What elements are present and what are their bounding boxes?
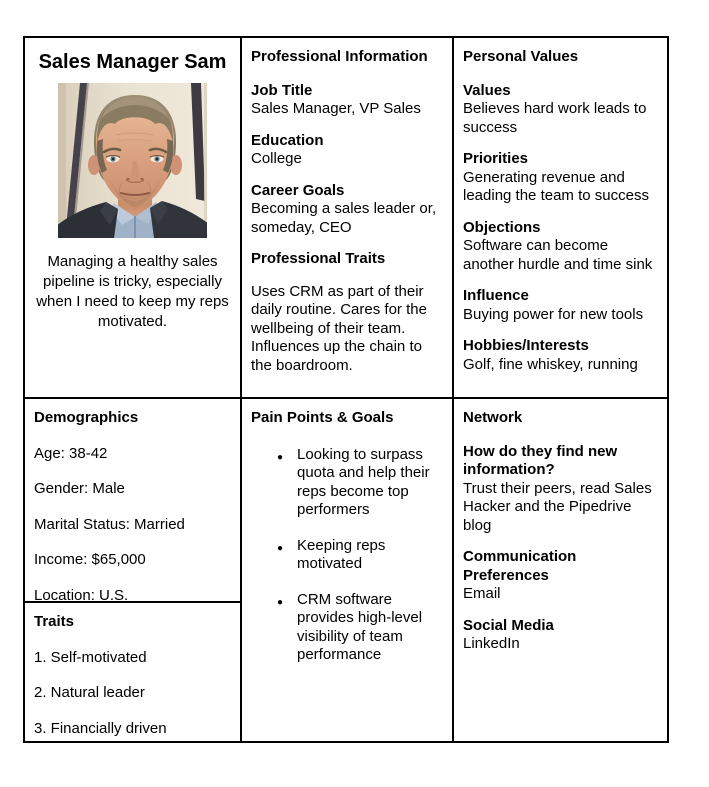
field-label: Career Goals bbox=[251, 181, 345, 199]
section-title: Network bbox=[463, 409, 523, 426]
persona-photo bbox=[58, 83, 207, 238]
field-label: Communication Preferences bbox=[463, 548, 577, 584]
field-label: Hobbies/Interests bbox=[463, 337, 589, 354]
field-label: How do they find new information? bbox=[463, 442, 618, 478]
persona-name: Sales Manager Sam bbox=[38, 51, 227, 73]
network-cell bbox=[454, 399, 667, 741]
field-value: Golf, fine whiskey, running bbox=[463, 355, 638, 373]
field-value: Becoming a sales leader or, someday, CEO bbox=[251, 200, 437, 236]
trait-item: 3. Financially driven bbox=[34, 719, 167, 737]
field-value: Believes hard work leads to success bbox=[463, 100, 647, 136]
field-label: Professional Traits bbox=[251, 250, 386, 267]
field-label: Values bbox=[463, 81, 511, 99]
pain-points-list bbox=[251, 446, 443, 665]
field-value: College bbox=[251, 150, 302, 167]
field-value: Sales Manager, VP Sales bbox=[251, 100, 421, 117]
section-title: Pain Points & Goals bbox=[251, 409, 394, 426]
field-label: Objections bbox=[463, 218, 541, 236]
field-value: Email bbox=[463, 585, 501, 602]
demographic-item: Gender: Male bbox=[34, 480, 125, 497]
persona-table bbox=[23, 36, 669, 743]
pain-point-item: ● Looking to surpass quota and help their reps become top performers bbox=[297, 446, 443, 520]
pain-point-item: ● Keeping reps motivated bbox=[297, 537, 443, 574]
section-title: Personal Values bbox=[463, 48, 579, 65]
field-value: LinkedIn bbox=[463, 635, 520, 652]
field-value: Generating revenue and leading the team to success bbox=[463, 168, 649, 204]
demographic-item: Age: 38-42 bbox=[34, 444, 108, 462]
personal-values-cell bbox=[454, 38, 667, 399]
trait-item: 2. Natural leader bbox=[34, 684, 145, 701]
pain-points-cell bbox=[242, 399, 454, 741]
persona-quote: Managing a healthy sales pipeline is tricky, especially when I need to keep my reps motivated. bbox=[36, 253, 229, 330]
field-label: Priorities bbox=[463, 150, 529, 167]
field-label: Job Title bbox=[251, 81, 313, 99]
field-label: Education bbox=[251, 131, 324, 149]
field-value: Software can become another hurdle and time sink bbox=[463, 237, 653, 273]
field-value: Trust their peers, read Sales Hacker and the Pipedrive blog bbox=[463, 479, 652, 534]
profile-cell bbox=[25, 38, 242, 399]
trait-item: 1. Self-motivated bbox=[34, 648, 147, 666]
persona-photo-illustration bbox=[58, 83, 207, 238]
professional-information-cell bbox=[242, 38, 454, 399]
field-value: Uses CRM as part of their daily routine. Cares for the wellbeing of their team. Influences up the chain to the boardroom. bbox=[251, 282, 427, 374]
field-label: Influence bbox=[463, 287, 529, 304]
section-title: Traits bbox=[34, 613, 75, 630]
section-title: Demographics bbox=[34, 409, 139, 426]
pain-point-item: ● CRM software provides high-level visibility of team performance bbox=[297, 591, 443, 665]
demographic-item: Marital Status: Married bbox=[34, 515, 185, 533]
demographics-traits-cell bbox=[25, 399, 242, 741]
section-title: Professional Information bbox=[251, 48, 428, 65]
field-label: Social Media bbox=[463, 616, 554, 634]
demographics-section bbox=[25, 399, 240, 603]
demographic-item: Income: $65,000 bbox=[34, 551, 146, 568]
demographic-item: Location: U.S. bbox=[34, 586, 129, 604]
traits-section bbox=[25, 603, 240, 741]
field-value: Buying power for new tools bbox=[463, 305, 644, 323]
